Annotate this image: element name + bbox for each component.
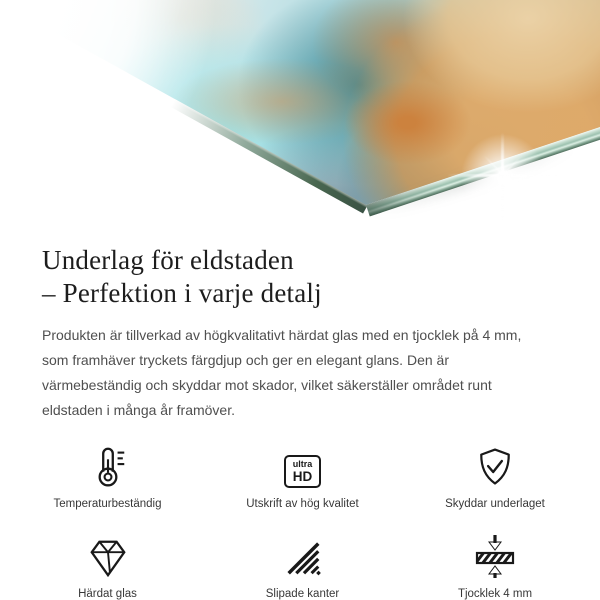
- thickness-icon: [471, 532, 519, 578]
- feature-label: Slipade kanter: [265, 588, 340, 600]
- product-description: Produkten är tillverkad av högkvalitativt härdat glas med en tjocklek på 4 mm, som framhäver tryckets färgdjup och ger en elegant glans. Den är värmebeständig och skyddar mot skador, vilket säkerställer området runt eldstaden i många år framöver.: [42, 327, 522, 418]
- feature-grid: [0, 442, 600, 600]
- content-block: [0, 236, 600, 423]
- ultra-hd-icon: [284, 442, 321, 488]
- shield-check-icon: [473, 442, 517, 488]
- feature-label: Skyddar underlaget: [445, 498, 545, 510]
- feature-protects-surface: [400, 442, 590, 511]
- thermometer-icon: [85, 442, 131, 488]
- glass-panel-marble-art: [0, 0, 600, 236]
- ultra-hd-text-top: ultra: [292, 458, 313, 469]
- feature-print-quality: [205, 442, 400, 511]
- feature-label: Utskrift av hög kvalitet: [246, 498, 359, 510]
- page-title-line2: – Perfektion i varje detalj: [42, 278, 322, 308]
- feature-tempered-glass: [10, 532, 205, 600]
- product-photo: [0, 0, 600, 236]
- page-title-line1: Underlag för eldstaden: [42, 245, 294, 275]
- feature-temperature: [10, 442, 205, 511]
- beveled-edges-icon: [281, 532, 325, 578]
- feature-label: Tjocklek 4 mm: [457, 588, 533, 600]
- ultra-hd-text-bottom: HD: [292, 468, 313, 484]
- page-title: [42, 244, 550, 310]
- feature-thickness: [400, 532, 590, 600]
- feature-ground-edges: [205, 532, 400, 600]
- diamond-icon: [85, 532, 131, 578]
- feature-label: Härdat glas: [78, 588, 137, 600]
- feature-label: Temperaturbeständig: [53, 498, 162, 510]
